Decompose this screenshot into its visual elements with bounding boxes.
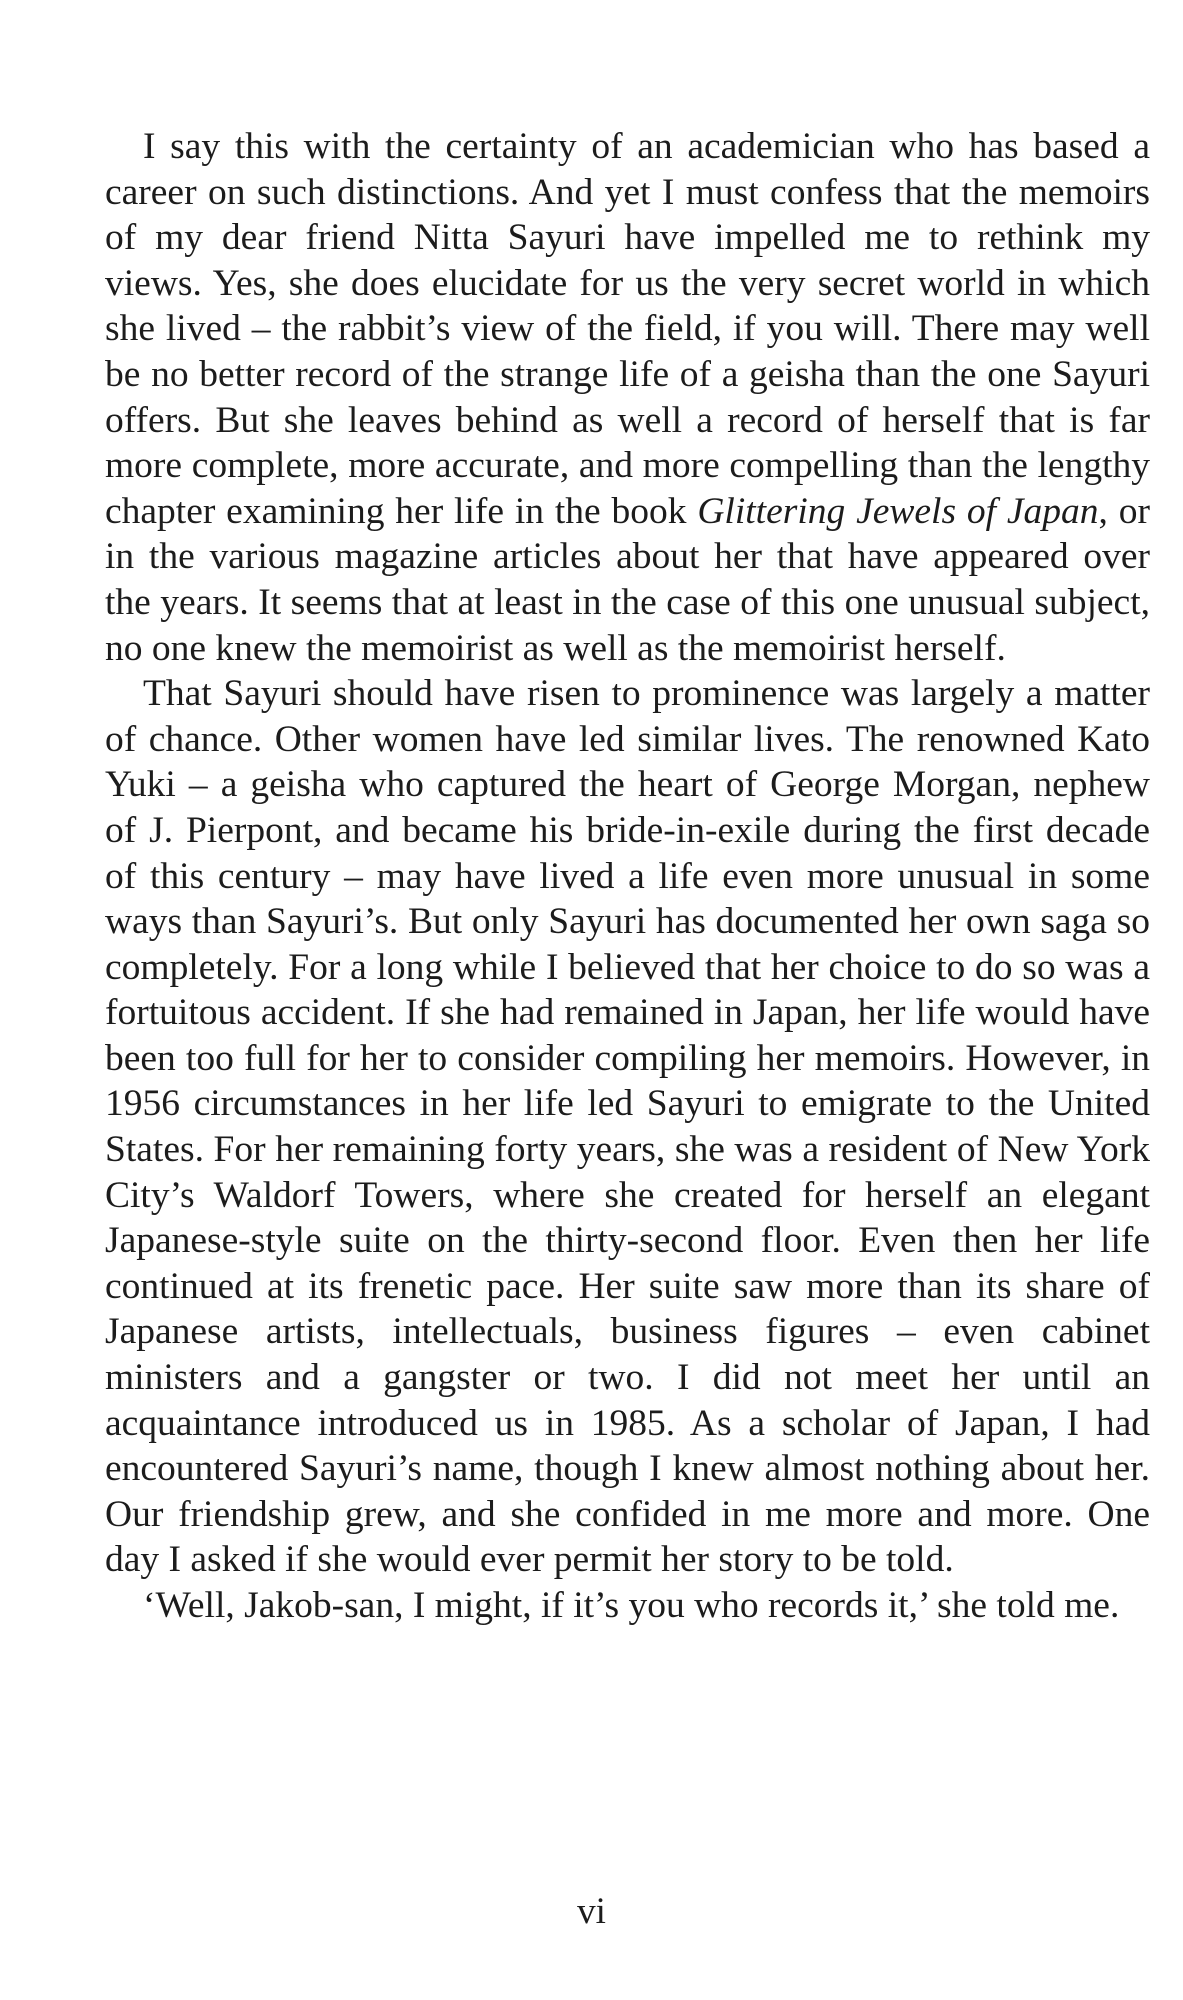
body-text bbox=[105, 124, 1150, 1629]
paragraph-2 bbox=[105, 671, 1150, 1583]
page-number: vi bbox=[577, 1891, 606, 1932]
book-title-italic: Glittering Jewels of Japan bbox=[697, 490, 1099, 532]
paragraph-3 bbox=[105, 1583, 1150, 1629]
paragraph-1-text: I say this with the certainty of an academician who has based a career on such distinctions. And yet I must confess that the memoirs of my dear friend Nitta Sayuri have impelled me to rethink my views. Yes, she does elucidate for us the very secret world in which she lived – the rabbit’s view of the field, if you will. There may well be no better record of the strange life of a geisha than the one Sayuri offers. But she leaves behind as well a record of herself that is far more complete, more accurate, and more compelling than the lengthy chapter examining her life in the book bbox=[105, 126, 1150, 532]
paragraph-1 bbox=[105, 124, 1150, 671]
paragraph-1-text-continued: , or in the various magazine articles about her that have appeared over the years. It seems that at least in the case of this one unusual subject, no one knew the memoirist as well as the memoirist herself. bbox=[105, 490, 1150, 669]
paragraph-2-text: That Sayuri should have risen to prominence was largely a matter of chance. Other women have led similar lives. The renowned Kato Yuki – a geisha who captured the heart of George Morgan, nephew of J. Pierpont, and became his bride-in-exile during the first decade of this century – may have lived a life even more unusual in some ways than Sayuri’s. But only Sayuri has documented her own saga so completely. For a long while I believed that her choice to do so was a fortuitous accident. If she had remained in Japan, her life would have been too full for her to consider compiling her memoirs. However, in 1956 circumstances in her life led Sayuri to emigrate to the United States. For her remaining forty years, she was a resident of New York City’s Waldorf Towers, where she created for herself an elegant Japanese-style suite on the thirty-second floor. Even then her life continued at its frenetic pace. Her suite saw more than its share of Japanese artists, intellectuals, business figures – even cabinet ministers and a gangster or two. I did not meet her until an acquaintance introduced us in 1985. As a scholar of Japan, I had encountered Sayuri’s name, though I knew almost nothing about her. Our friendship grew, and she confided in me more and more. One day I asked if she would ever permit her story to be told. bbox=[105, 673, 1150, 1581]
paragraph-3-text: ‘Well, Jakob-san, I might, if it’s you who records it,’ she told me. bbox=[143, 1585, 1120, 1626]
